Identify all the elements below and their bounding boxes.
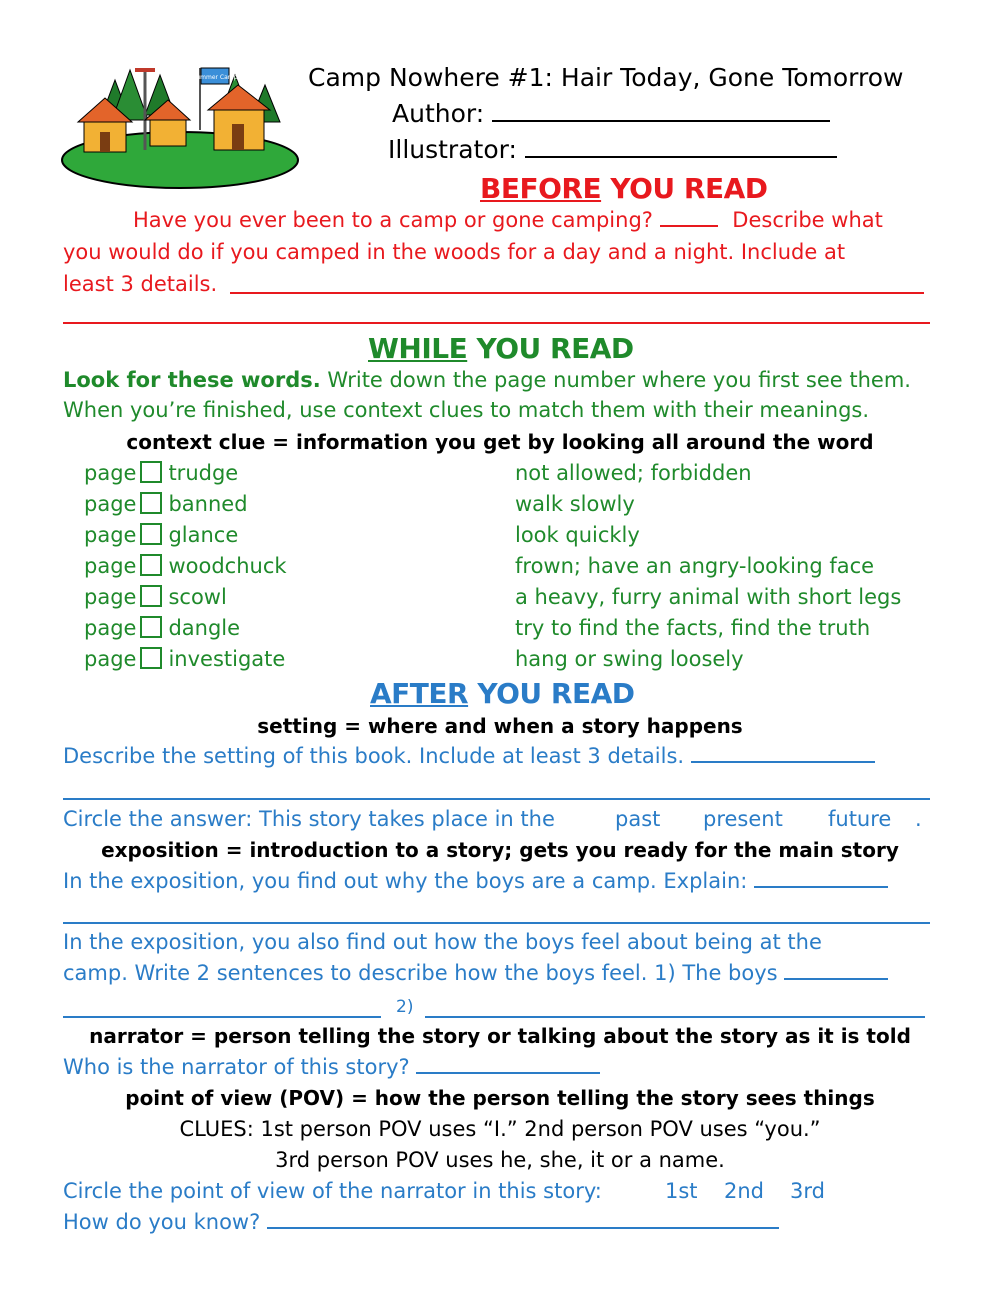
boys-feel-answer-line2[interactable] — [425, 1016, 925, 1018]
setting-question: Describe the setting of this book. Include at least 3 details. — [63, 742, 875, 770]
camp-illustration — [60, 60, 300, 190]
pov-option-2nd[interactable]: 2nd — [724, 1179, 765, 1203]
option-period: . — [915, 807, 922, 831]
how-know-blank[interactable] — [267, 1209, 779, 1229]
vocab-row — [84, 583, 227, 611]
before-question-line2: you would do if you camped in the woods for a day and a night. Include at — [63, 240, 846, 264]
page-label: page — [84, 585, 137, 609]
before-answer-line1[interactable] — [230, 292, 924, 294]
author-label: Author: — [392, 99, 485, 128]
vocab-meaning: walk slowly — [515, 492, 635, 516]
page-number-box[interactable] — [140, 492, 162, 514]
author-line — [392, 100, 830, 128]
narrator-blank[interactable] — [416, 1054, 600, 1074]
illustrator-line — [388, 136, 837, 164]
page-number-box[interactable] — [140, 585, 162, 607]
vocab-meaning: a heavy, furry animal with short legs — [515, 585, 902, 609]
page-label: page — [84, 554, 137, 578]
context-clue-definition: context clue = information you get by looking all around the word — [126, 430, 874, 454]
boys-feel-answer-line1[interactable] — [63, 1016, 381, 1018]
narrator-definition: narrator = person telling the story or talking about the story as it is told — [89, 1024, 911, 1048]
while-instruction-line2: When you’re finished, use context clues to match them with their meanings. — [63, 398, 870, 422]
vocab-word: dangle — [168, 616, 241, 640]
circle-time-question: Circle the answer: This story takes place in the — [63, 807, 555, 831]
page-number-box[interactable] — [140, 647, 162, 669]
pov-option-3rd[interactable]: 3rd — [790, 1179, 825, 1203]
pov-question: Circle the point of view of the narrator in this story: — [63, 1179, 602, 1203]
sentence-two-label: 2) — [396, 997, 414, 1017]
page-number-box[interactable] — [140, 461, 162, 483]
page-number-box[interactable] — [140, 616, 162, 638]
pov-option-1st[interactable]: 1st — [665, 1179, 698, 1203]
page-label: page — [84, 616, 137, 640]
option-future[interactable]: future — [828, 807, 892, 831]
boys-feel-blank1[interactable] — [784, 960, 888, 980]
while-instruction-line1: Look for these words. Write down the page number where you first see them. — [63, 368, 911, 392]
page-label: page — [84, 461, 137, 485]
page-number-box[interactable] — [140, 554, 162, 576]
exposition-question1: In the exposition, you find out why the boys are a camp. Explain: — [63, 867, 888, 895]
exposition-definition: exposition = introduction to a story; gets you ready for the main story — [101, 838, 899, 862]
illustrator-label: Illustrator: — [388, 135, 517, 164]
vocab-meaning: frown; have an angry-looking face — [515, 554, 875, 578]
vocab-row — [84, 521, 238, 549]
vocab-word: banned — [168, 492, 248, 516]
after-heading: AFTER YOU READ — [370, 677, 635, 710]
vocab-row — [84, 645, 285, 673]
worksheet-title: Camp Nowhere #1: Hair Today, Gone Tomorrow — [308, 63, 904, 92]
option-present[interactable]: present — [703, 807, 783, 831]
vocab-meaning: try to find the facts, find the truth — [515, 616, 871, 640]
vocab-row — [84, 552, 287, 580]
before-heading: BEFORE YOU READ — [480, 172, 768, 205]
page-label: page — [84, 647, 137, 671]
flag-sign-text: Summer Camp — [192, 74, 238, 81]
vocab-word: investigate — [168, 647, 286, 671]
vocab-word: woodchuck — [168, 554, 287, 578]
before-answer-line2[interactable] — [63, 322, 930, 324]
illustrator-blank[interactable] — [525, 138, 837, 158]
vocab-word: scowl — [168, 585, 227, 609]
how-know-question: How do you know? — [63, 1208, 779, 1236]
exposition-blank1[interactable] — [754, 868, 888, 888]
option-past[interactable]: past — [615, 807, 661, 831]
pov-clues-line1: CLUES: 1st person POV uses “I.” 2nd person POV uses “you.” — [179, 1117, 821, 1141]
pov-clues-line2: 3rd person POV uses he, she, it or a name. — [275, 1148, 725, 1172]
vocab-row — [84, 614, 240, 642]
vocab-meaning: hang or swing loosely — [515, 647, 744, 671]
setting-blank[interactable] — [691, 743, 875, 763]
while-heading: WHILE YOU READ — [368, 332, 634, 365]
pov-definition: point of view (POV) = how the person telling the story sees things — [125, 1086, 875, 1110]
page-number-box[interactable] — [140, 523, 162, 545]
before-question-line1: Have you ever been to a camp or gone camping? Describe what — [133, 208, 883, 232]
vocab-row — [84, 459, 238, 487]
vocab-row — [84, 490, 248, 518]
setting-answer-line[interactable] — [63, 798, 930, 800]
before-question-line3: least 3 details. — [63, 272, 218, 296]
setting-definition: setting = where and when a story happens — [257, 714, 743, 738]
page-label: page — [84, 523, 137, 547]
page-label: page — [84, 492, 137, 516]
vocab-word: glance — [168, 523, 239, 547]
author-blank[interactable] — [492, 102, 830, 122]
vocab-word: trudge — [168, 461, 239, 485]
camp-yes-no-blank[interactable] — [660, 207, 718, 227]
vocab-meaning: not allowed; forbidden — [515, 461, 752, 485]
vocab-meaning: look quickly — [515, 523, 640, 547]
exposition-answer-line1[interactable] — [63, 922, 930, 924]
narrator-question: Who is the narrator of this story? — [63, 1053, 600, 1081]
exposition-question2-line1: In the exposition, you also find out how the boys feel about being at the — [63, 930, 822, 954]
exposition-question2-line2: camp. Write 2 sentences to describe how the boys feel. 1) The boys — [63, 959, 888, 987]
